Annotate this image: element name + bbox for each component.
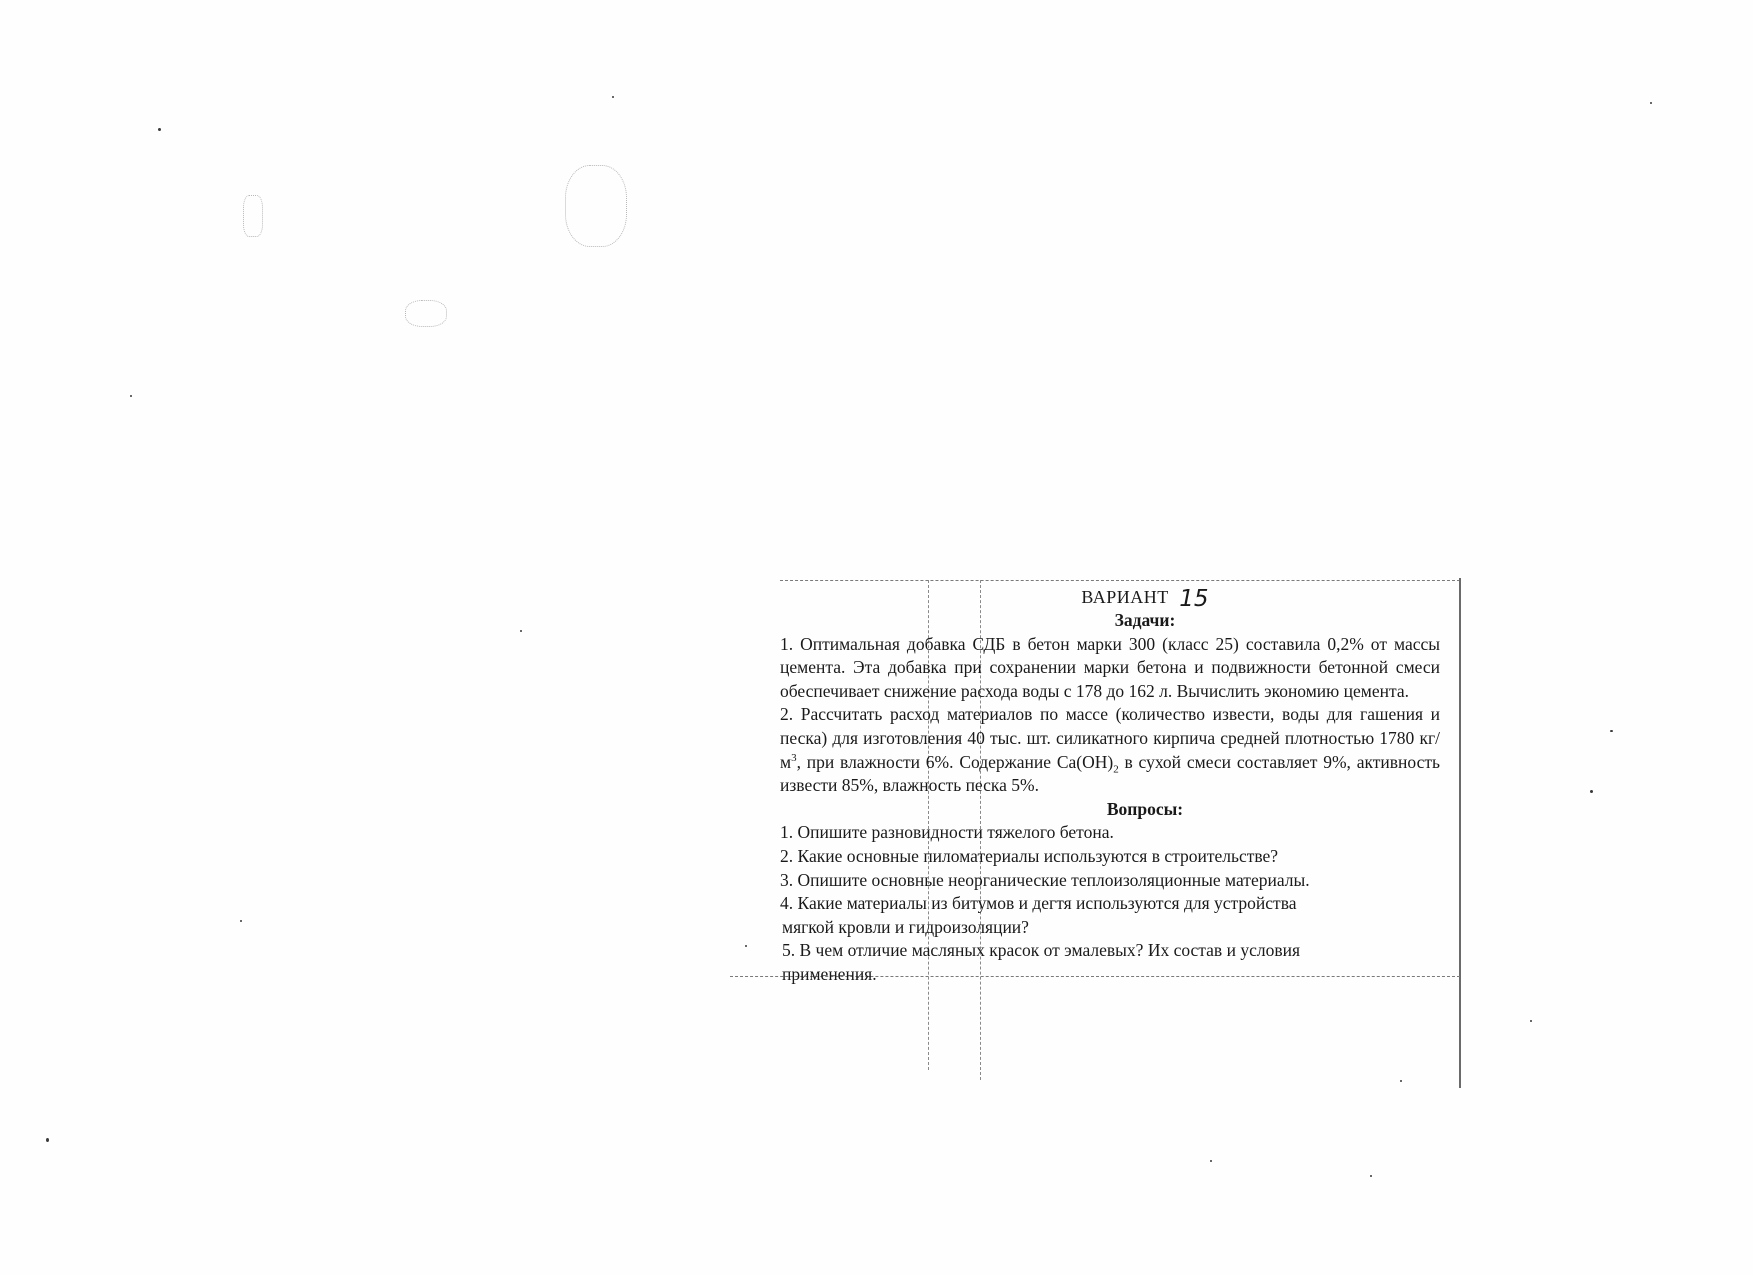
scan-speck: [520, 630, 522, 632]
scan-smudge: [405, 300, 447, 327]
tasks-heading: Задачи:: [1114, 610, 1176, 630]
task-list: [780, 633, 1440, 798]
scan-speck: [158, 128, 161, 131]
variant-number: 15: [1179, 586, 1209, 612]
variant-card: [780, 585, 1440, 987]
question-list: [780, 821, 1440, 986]
question-item: 2. Какие основные пиломатериалы используются в строительстве?: [780, 845, 1279, 866]
scan-speck: [1370, 1175, 1372, 1177]
scan-speck: [612, 96, 614, 98]
scan-smudge: [243, 195, 263, 237]
scan-speck: [1400, 1080, 1402, 1082]
scan-speck: [1650, 102, 1652, 104]
variant-title: [850, 585, 1440, 612]
scan-smudge: [565, 165, 627, 247]
scan-speck: [1590, 790, 1593, 793]
scan-speck: [745, 945, 747, 947]
scan-speck: [1610, 730, 1613, 732]
scan-speck: [1210, 1160, 1212, 1162]
scan-speck: [130, 395, 132, 397]
question-item: применения.: [782, 963, 877, 984]
variant-label: ВАРИАНТ: [1081, 587, 1169, 607]
card-top-edge: [780, 580, 1460, 581]
scan-speck: [240, 920, 242, 922]
task-item: 1. Оптимальная добавка СДБ в бетон марки 300 (класс 25) составила 0,2% от массы цемента. Эта добавка при сохранении марки бетона и подвижности бетонной смеси обеспечивает снижение расхода воды с 178 до 162 л. Вычислить экономию цемента.: [780, 633, 1440, 701]
scan-speck: [46, 1138, 49, 1142]
question-item: 4. Какие материалы из битумов и дегтя используются для устройства: [780, 893, 1297, 914]
questions-heading: Вопросы:: [1106, 798, 1184, 819]
question-item: 5. В чем отличие масляных красок от эмалевых? Их состав и условия: [782, 940, 1300, 961]
card-right-edge: [1459, 578, 1461, 1088]
question-item: 1. Опишите разновидности тяжелого бетона.: [780, 822, 1114, 843]
task-item: 2. Рассчитать расход материалов по массе (количество извести, воды для гашения и песка) для изготовления 40 тыс. шт. силикатного кирпича средней плотностью 1780 $кг/м^3$, при влажности 6%. Содержание $Ca(OH)_2$ в сухой смеси составляет 9%, активность извести 85%, влажность песка 5%.: [780, 704, 1440, 796]
question-item: мягкой кровли и гидроизоляции?: [782, 916, 1029, 937]
scan-speck: [1530, 1020, 1532, 1022]
question-item: 3. Опишите основные неорганические теплоизоляционные материалы.: [780, 869, 1310, 890]
